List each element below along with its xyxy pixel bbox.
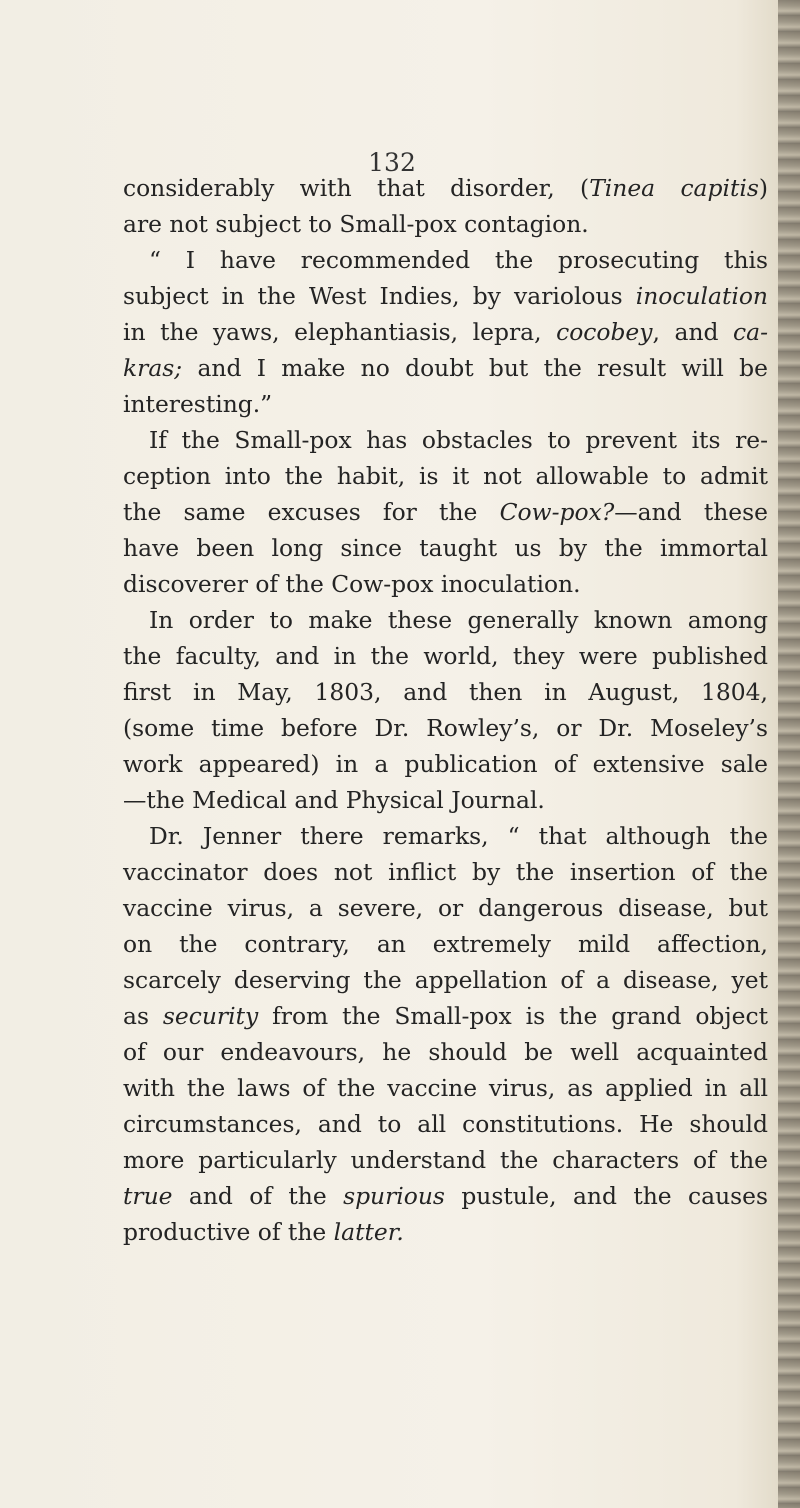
text-segment: (some time before Dr. Rowley’s, or Dr. Moseley’s bbox=[123, 714, 768, 742]
text-segment: pustule, and the causes bbox=[444, 1182, 768, 1210]
text-segment: in the yaws, elephantiasis, lepra, bbox=[123, 318, 557, 346]
text-segment: In order to make these generally known among bbox=[149, 606, 768, 634]
text-line bbox=[123, 530, 768, 566]
text-line bbox=[123, 962, 768, 998]
text-segment: work appeared) in a publication of extensive sale bbox=[123, 750, 768, 778]
text-segment: considerably with that disorder, ( bbox=[123, 174, 590, 202]
text-line bbox=[123, 350, 768, 386]
text-segment: and of the bbox=[172, 1182, 344, 1210]
text-line bbox=[123, 818, 768, 854]
text-line bbox=[123, 710, 768, 746]
italic-text: security bbox=[162, 1002, 259, 1030]
text-segment: more particularly understand the characters of the bbox=[123, 1146, 768, 1174]
text-segment: and I make no doubt but the result will be bbox=[182, 354, 768, 382]
italic-text: true bbox=[123, 1182, 173, 1210]
italic-text: inoculation bbox=[635, 282, 768, 310]
italic-text: Cow-pox? bbox=[499, 498, 615, 526]
text-segment: scarcely deserving the appellation of a disease, yet bbox=[123, 966, 768, 994]
page-edge-shadow bbox=[778, 0, 800, 1508]
italic-text: kras; bbox=[123, 354, 183, 382]
text-segment: are not subject to Small-pox contagion. bbox=[123, 210, 589, 238]
text-segment: vaccinator does not inflict by the insertion of the bbox=[123, 858, 768, 886]
text-segment: on the contrary, an extremely mild affection, bbox=[123, 930, 768, 958]
text-line bbox=[123, 1070, 768, 1106]
text-segment: ception into the habit, is it not allowable to admit bbox=[123, 462, 768, 490]
italic-text: latter. bbox=[333, 1218, 404, 1246]
text-segment: circumstances, and to all constitutions. He should bbox=[123, 1110, 768, 1138]
text-line bbox=[123, 566, 768, 602]
text-line bbox=[123, 278, 768, 314]
text-line bbox=[123, 926, 768, 962]
text-segment: have been long since taught us by the immortal bbox=[123, 534, 768, 562]
text-segment: discoverer of the Cow-pox inoculation. bbox=[123, 570, 581, 598]
text-line bbox=[123, 1214, 768, 1250]
text-segment: Dr. Jenner there remarks, “ that although the bbox=[149, 822, 768, 850]
text-segment: vaccine virus, a severe, or dangerous disease, but bbox=[123, 894, 768, 922]
italic-text: Tinea capitis bbox=[589, 174, 759, 202]
text-line bbox=[123, 314, 768, 350]
text-segment: —the Medical and Physical Journal. bbox=[123, 786, 545, 814]
text-segment: , and bbox=[652, 318, 734, 346]
page-number: 132 bbox=[368, 148, 416, 177]
text-segment: interesting.” bbox=[123, 390, 273, 418]
text-line bbox=[123, 422, 768, 458]
text-segment: as bbox=[123, 1002, 163, 1030]
text-line bbox=[123, 782, 768, 818]
text-segment: productive of the bbox=[123, 1218, 334, 1246]
text-segment: of our endeavours, he should be well acquainted bbox=[123, 1038, 768, 1066]
text-line bbox=[123, 386, 768, 422]
text-segment: with the laws of the vaccine virus, as applied in all bbox=[123, 1074, 768, 1102]
text-line bbox=[123, 602, 768, 638]
text-segment: ) bbox=[758, 174, 768, 202]
text-segment: subject in the West Indies, by variolous bbox=[123, 282, 636, 310]
text-line bbox=[123, 206, 768, 242]
text-segment: the faculty, and in the world, they were published bbox=[123, 642, 768, 670]
text-line bbox=[123, 854, 768, 890]
text-line bbox=[123, 494, 768, 530]
text-line bbox=[123, 674, 768, 710]
text-line bbox=[123, 638, 768, 674]
text-line bbox=[123, 1106, 768, 1142]
body-text bbox=[123, 170, 768, 1250]
text-line bbox=[123, 746, 768, 782]
text-line bbox=[123, 998, 768, 1034]
text-line bbox=[123, 242, 768, 278]
text-segment: “ I have recommended the prosecuting this bbox=[149, 246, 768, 274]
text-segment: —and these bbox=[614, 498, 768, 526]
text-segment: the same excuses for the bbox=[123, 498, 500, 526]
text-line bbox=[123, 170, 768, 206]
text-line bbox=[123, 1178, 768, 1214]
text-line bbox=[123, 1142, 768, 1178]
text-segment: If the Small-pox has obstacles to prevent its re- bbox=[149, 426, 768, 454]
text-line bbox=[123, 458, 768, 494]
italic-text: cocobey bbox=[556, 318, 653, 346]
text-segment: first in May, 1803, and then in August, 1804, bbox=[123, 678, 768, 706]
italic-text: ca- bbox=[733, 318, 768, 346]
italic-text: spurious bbox=[343, 1182, 445, 1210]
text-segment: from the Small-pox is the grand object bbox=[258, 1002, 768, 1030]
text-line bbox=[123, 1034, 768, 1070]
text-line bbox=[123, 890, 768, 926]
